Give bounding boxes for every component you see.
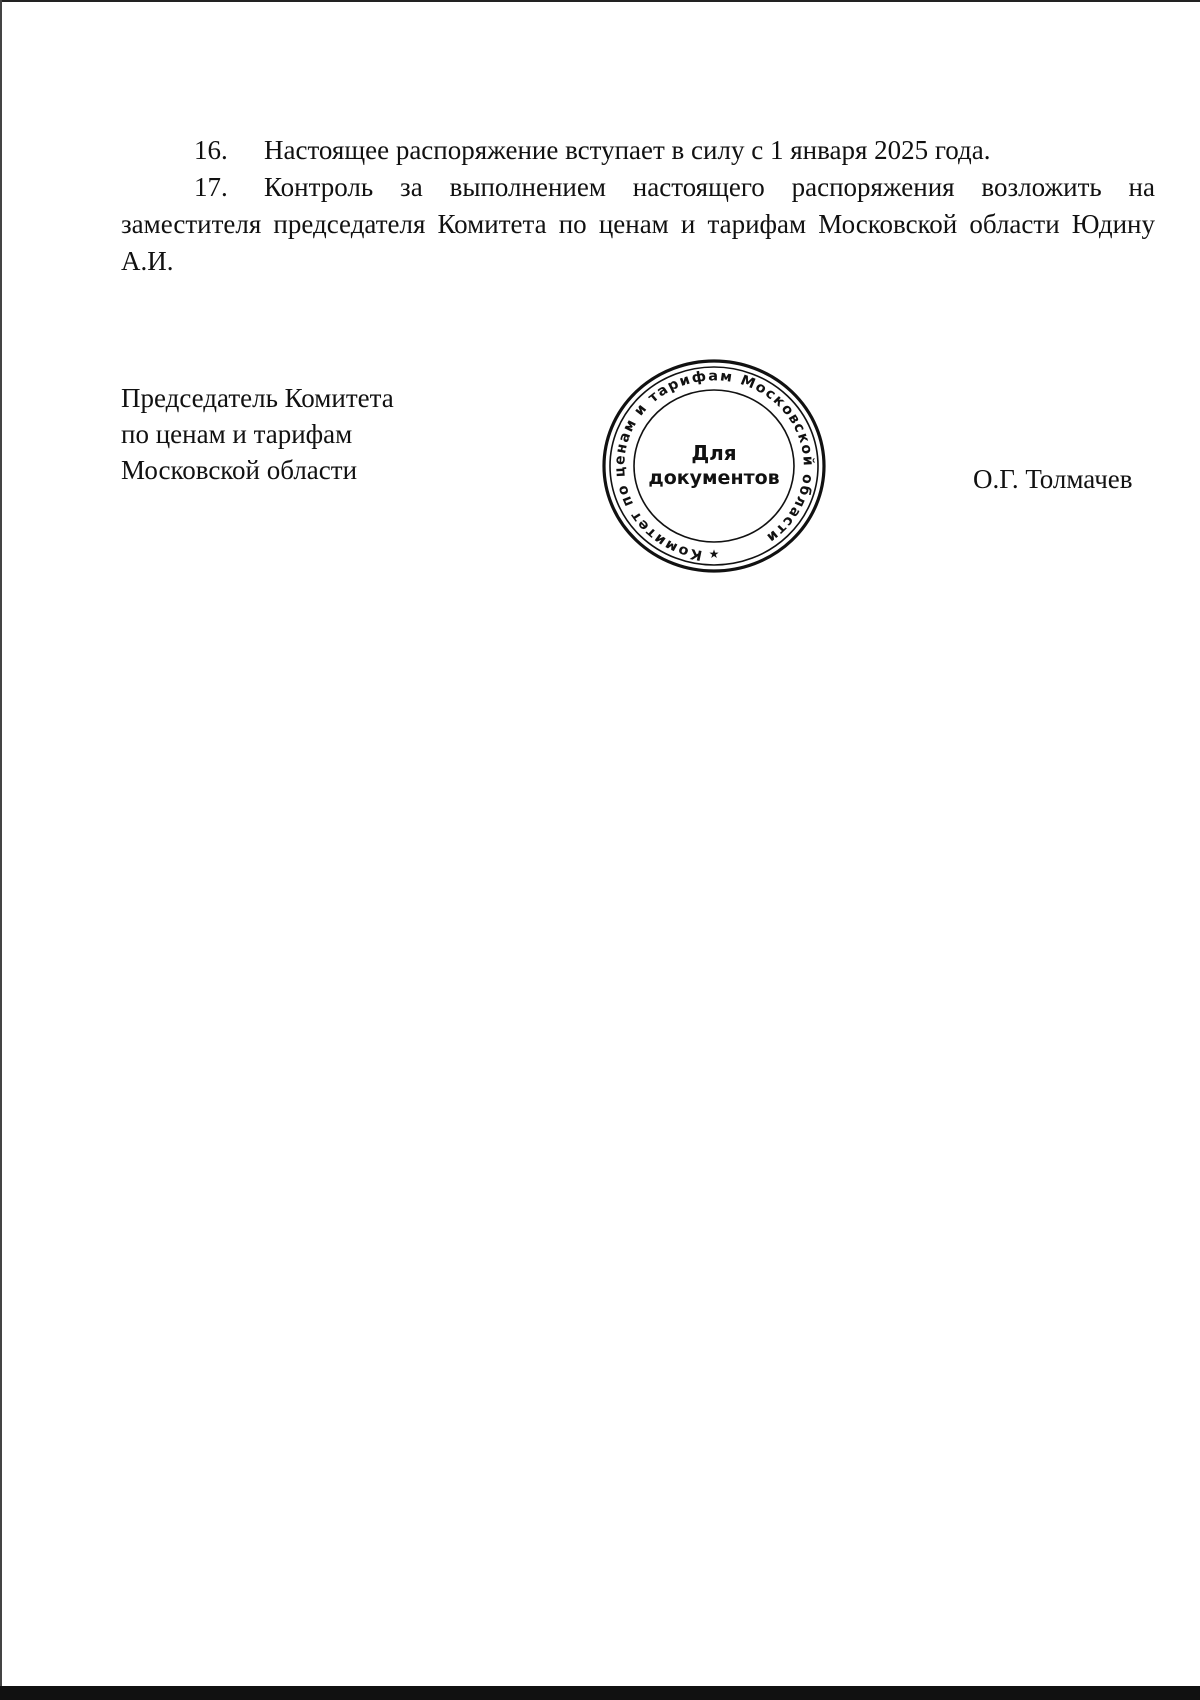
seal-second-ring [610, 367, 818, 565]
official-seal [600, 356, 828, 576]
paragraph-text: Настоящее распоряжение вступает в силу с 1 января 2025 года. [264, 135, 991, 165]
scan-bottom-edge [0, 1686, 1200, 1700]
seal-star-icon: ★ [708, 547, 720, 561]
signatory-position-line: Председатель Комитета [121, 383, 394, 413]
paragraph-number: 17. [194, 172, 228, 202]
scan-top-edge [0, 0, 1200, 2]
document-body [121, 132, 1155, 280]
seal-center-line-1: Для [691, 441, 737, 465]
seal-center-line-2: документов [648, 467, 780, 489]
scan-left-edge [0, 0, 2, 1700]
signatory-position [121, 380, 394, 488]
paragraph-text: Контроль за выполнением настоящего распоряжения возложить на заместителя председателя Комитета по ценам и тарифам Московской области Юдину А.И. [121, 172, 1155, 276]
signatory-name: О.Г. Толмачев [973, 464, 1133, 494]
seal-ring-text: Комитет по ценам и тарифам Московской области [611, 368, 817, 563]
signatory-position-line: Московской области [121, 455, 358, 485]
signatory-position-line: по ценам и тарифам [121, 419, 353, 449]
paragraph-number: 16. [194, 135, 228, 165]
paragraph-16 [121, 132, 1155, 169]
seal-outer-ring [604, 361, 824, 571]
seal-inner-ring [634, 390, 794, 542]
paragraph-17 [121, 169, 1155, 280]
